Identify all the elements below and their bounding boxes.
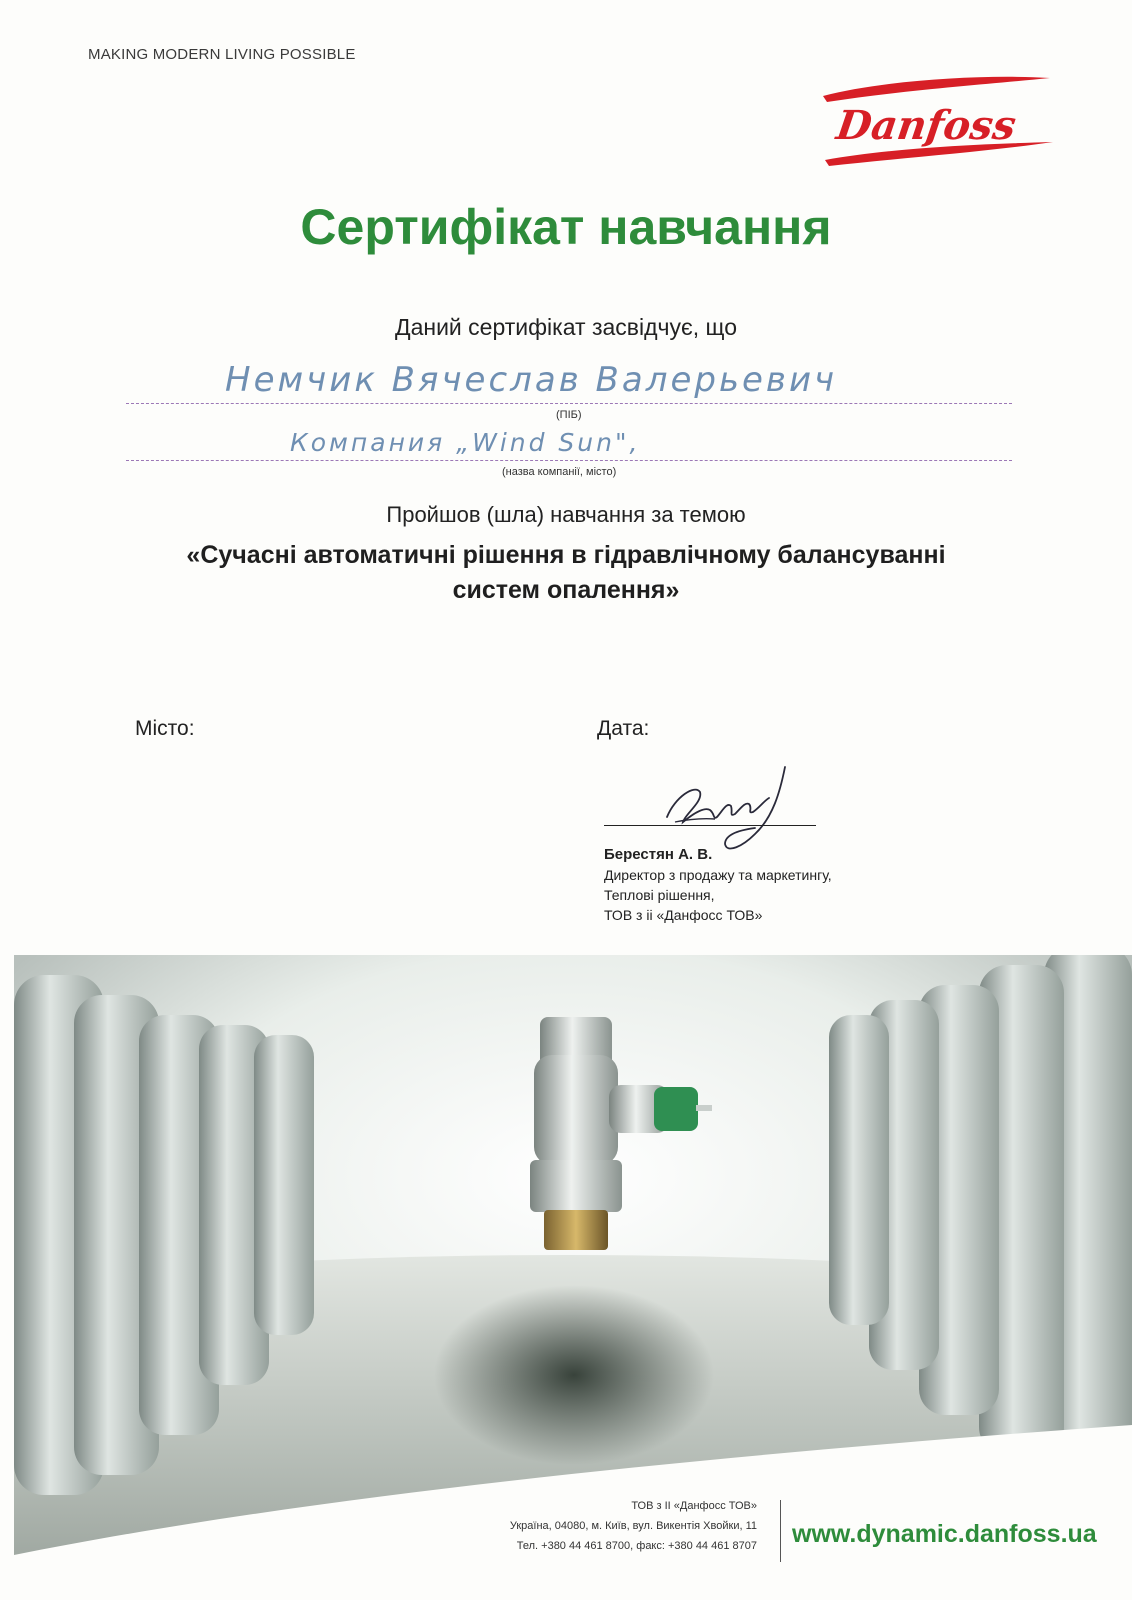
svg-text:Danfoss: Danfoss: [833, 102, 1019, 149]
footer-phones: Тел. +380 44 461 8700, факс: +380 44 461 8707: [516, 1540, 757, 1552]
signer-name: Берестян А. В.: [604, 846, 713, 863]
certificate-title: Сертифікат навчання: [300, 199, 832, 255]
signer-block: [604, 845, 832, 925]
company-dotted-line: [126, 460, 1012, 461]
date-label: Дата:: [597, 717, 650, 740]
signer-position: Директор з продажу та маркетингу,: [604, 867, 832, 883]
name-caption: (ПІБ): [556, 409, 582, 421]
handwritten-company: Компания „Wind Sun",: [290, 428, 641, 457]
tagline: MAKING MODERN LIVING POSSIBLE: [88, 46, 356, 63]
signer-company: ТОВ з іі «Данфосс ТОВ»: [604, 907, 763, 923]
certificate-intro: Даний сертифікат засвідчує, що: [395, 314, 737, 340]
theme-line-1: «Сучасні автоматичні рішення в гідравлічному балансуванні: [186, 541, 946, 569]
theme-intro: Пройшов (шла) навчання за темою: [386, 502, 746, 527]
company-caption: (назва компанії, місто): [502, 466, 617, 478]
training-theme: [100, 538, 1032, 608]
city-label: Місто:: [135, 717, 195, 740]
footer-address-block: [510, 1496, 757, 1556]
footer-company: ТОВ з ІІ «Данфосс ТОВ»: [631, 1500, 757, 1512]
footer-website: www.dynamic.danfoss.ua: [792, 1520, 1097, 1548]
danfoss-logo: [815, 68, 1060, 168]
footer-address: Україна, 04080, м. Київ, вул. Викентія Хвойки, 11: [509, 1520, 757, 1532]
footer-divider: [780, 1500, 781, 1562]
name-dotted-line: [126, 403, 1012, 404]
theme-line-2: систем опалення»: [452, 576, 680, 604]
signer-division: Теплові рішення,: [604, 887, 715, 903]
handwritten-person-name: Немчик Вячеслав Валерьевич: [225, 360, 838, 400]
signature-line: [604, 825, 816, 826]
radiator-valve-photo: [14, 955, 1132, 1585]
